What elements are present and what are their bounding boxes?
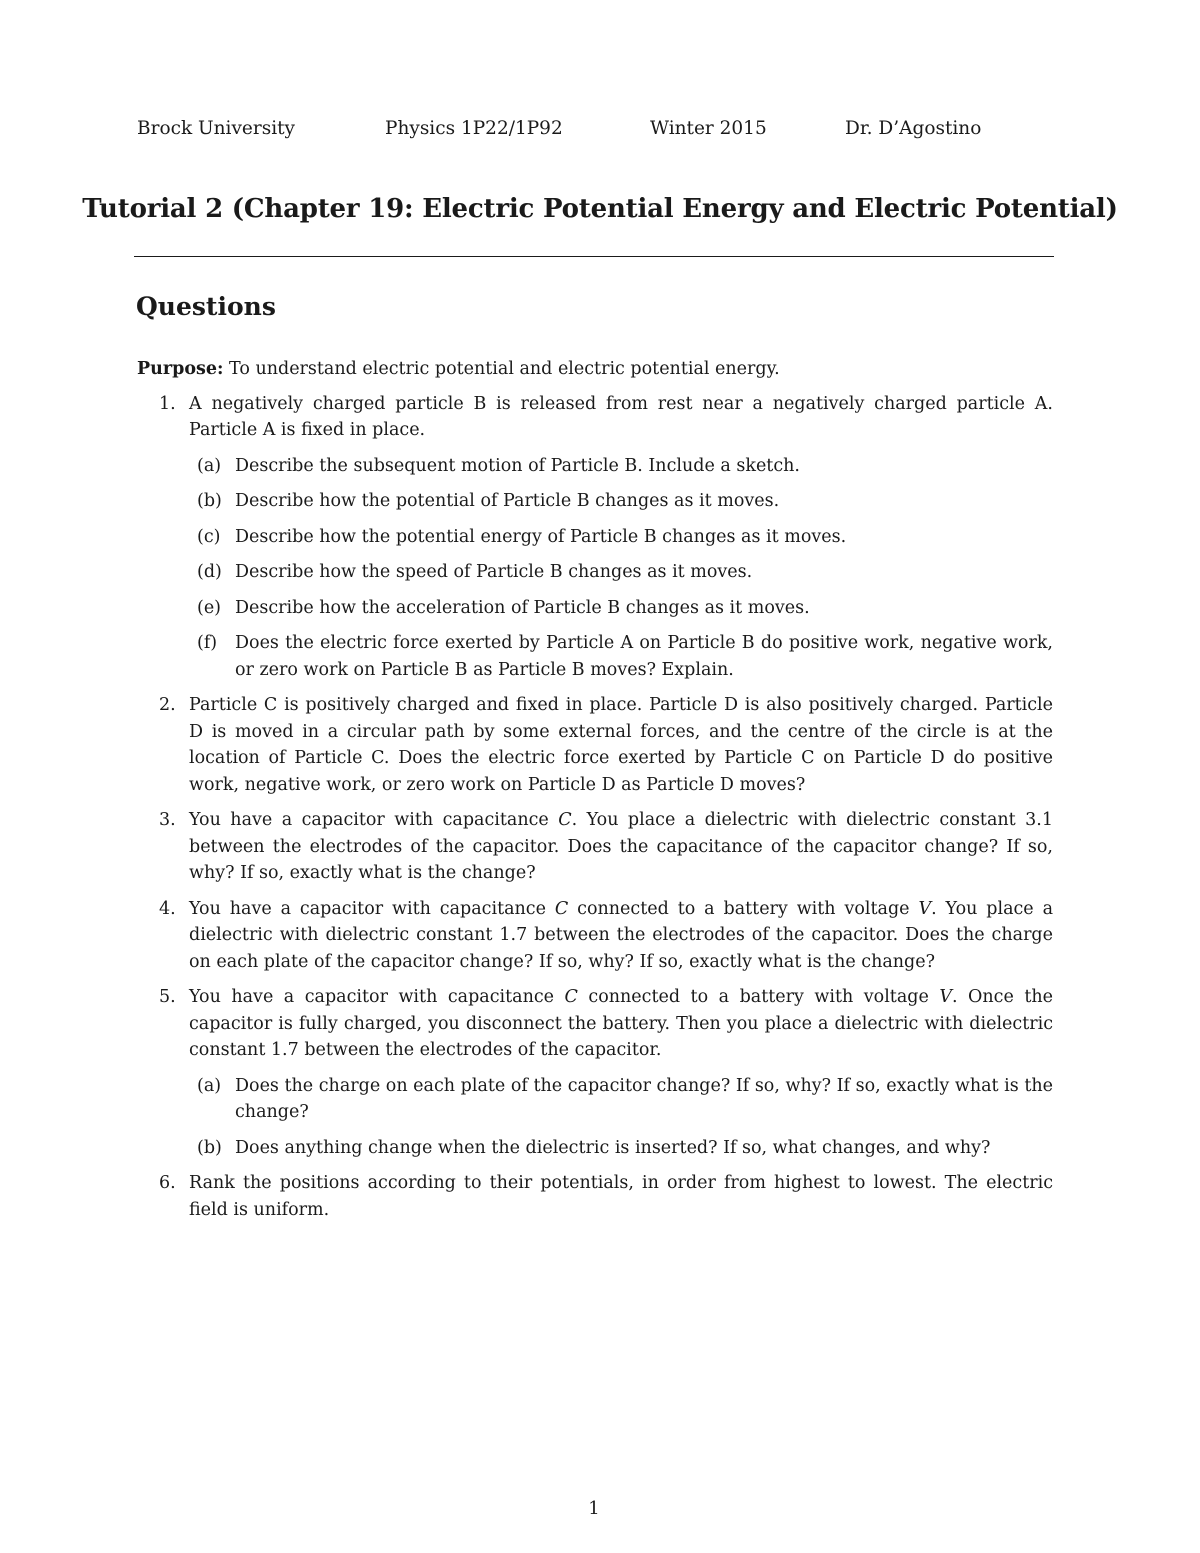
question-3 <box>137 807 1053 887</box>
header-course: Physics 1P22/1P92 <box>385 118 563 139</box>
question-1a <box>189 453 1053 480</box>
header-instructor: Dr. D’Agostino <box>845 118 982 139</box>
question-5a <box>189 1073 1053 1126</box>
header-university: Brock University <box>137 118 295 139</box>
math-variable: V <box>918 898 932 919</box>
question-number: 4. <box>159 898 176 919</box>
page-header <box>137 118 1017 144</box>
question-number: 5. <box>159 987 176 1007</box>
question-number: 6. <box>159 1173 176 1193</box>
text-segment: connected to a battery with voltage <box>577 987 940 1007</box>
math-variable: V <box>939 987 952 1007</box>
purpose-text: To understand electric potential and electric potential energy. <box>223 359 780 379</box>
question-text <box>189 984 1053 1064</box>
purpose-line <box>137 356 1053 383</box>
text-segment: connected to a battery with voltage <box>568 898 919 919</box>
part-label: (d) <box>197 562 222 582</box>
text-segment: You have a capacitor with capacitance <box>189 810 559 830</box>
part-text: Describe the subsequent motion of Particle B. Include a sketch. <box>235 455 800 476</box>
question-1b <box>189 488 1053 515</box>
part-text: Describe how the potential of Particle B changes as it moves. <box>235 491 780 511</box>
part-label: (e) <box>197 597 222 618</box>
part-text: Does the electric force exerted by Particle A on Particle B do positive work, negative work, or zero work on Particle B as Particle B moves? Explain. <box>235 633 1053 680</box>
text-segment: You have a capacitor with capacitance <box>189 987 565 1007</box>
part-text: Describe how the potential energy of Particle B changes as it moves. <box>235 526 847 547</box>
section-heading: Questions <box>136 292 276 321</box>
part-text: Does anything change when the dielectric is inserted? If so, what changes, and why? <box>235 1137 991 1158</box>
math-variable: C <box>564 987 578 1007</box>
part-label: (c) <box>197 526 221 547</box>
question-4 <box>137 896 1053 976</box>
question-text: A negatively charged particle B is released from rest near a negatively charged particle A. Particle A is fixed in place. <box>189 393 1053 440</box>
question-text <box>189 896 1053 976</box>
text-segment: . You place a dielectric with dielectric constant 3.1 between the electrodes of the capacitor. Does the capacitance of the capacitor change? If so, why? If so, exactly what is the change? <box>189 810 1053 883</box>
questions-body <box>137 356 1053 1232</box>
question-1e <box>189 595 1053 622</box>
part-text: Describe how the acceleration of Particle B changes as it moves. <box>235 597 810 618</box>
purpose-label: Purpose: <box>137 359 224 379</box>
page-number: 1 <box>588 1498 600 1519</box>
title-divider <box>134 256 1054 257</box>
part-text: Does the charge on each plate of the capacitor change? If so, why? If so, exactly what is the change? <box>235 1075 1053 1122</box>
text-segment: You have a capacitor with capacitance <box>189 898 555 919</box>
question-text <box>189 807 1053 887</box>
question-1-parts <box>189 453 1053 684</box>
document-title: Tutorial 2 (Chapter 19: Electric Potential Energy and Electric Potential) <box>82 194 1118 224</box>
math-variable: C <box>554 898 569 919</box>
question-1d <box>189 559 1053 586</box>
part-label: (b) <box>197 491 222 511</box>
question-number: 1. <box>159 393 176 414</box>
question-text: Rank the positions according to their potentials, in order from highest to lowest. The electric field is uniform. <box>189 1173 1053 1220</box>
part-text: Describe how the speed of Particle B changes as it moves. <box>235 562 753 582</box>
math-variable: C <box>558 810 572 830</box>
part-label: (a) <box>197 1075 222 1096</box>
question-number: 2. <box>159 695 176 715</box>
question-number: 3. <box>159 810 176 830</box>
text-segment: . You place a dielectric with dielectric constant 1.7 between the electrodes of the capacitor. Does the charge on each plate of the capacitor change? If so, why? If so, exactly what is the change? <box>189 898 1054 972</box>
question-1 <box>137 391 1053 684</box>
text-segment: . Once the capacitor is fully charged, you disconnect the battery. Then you place a dielectric with dielectric constant 1.7 between the electrodes of the capacitor. <box>189 987 1053 1060</box>
question-6 <box>137 1170 1053 1223</box>
part-label: (b) <box>197 1137 222 1158</box>
question-5b <box>189 1135 1053 1162</box>
header-term: Winter 2015 <box>650 118 767 139</box>
part-label: (a) <box>197 455 222 476</box>
question-text: Particle C is positively charged and fixed in place. Particle D is also positively charged. Particle D is moved in a circular path by some external forces, and the centre of the circle is at the location of Particle C. Does the electric force exerted by Particle C on Particle D do positive work, negative work, or zero work on Particle D as Particle D moves? <box>189 695 1053 795</box>
question-5-parts <box>189 1073 1053 1162</box>
question-5 <box>137 984 1053 1161</box>
question-1c <box>189 524 1053 551</box>
question-1f <box>189 630 1053 683</box>
question-2 <box>137 692 1053 798</box>
part-label: (f) <box>197 633 218 653</box>
